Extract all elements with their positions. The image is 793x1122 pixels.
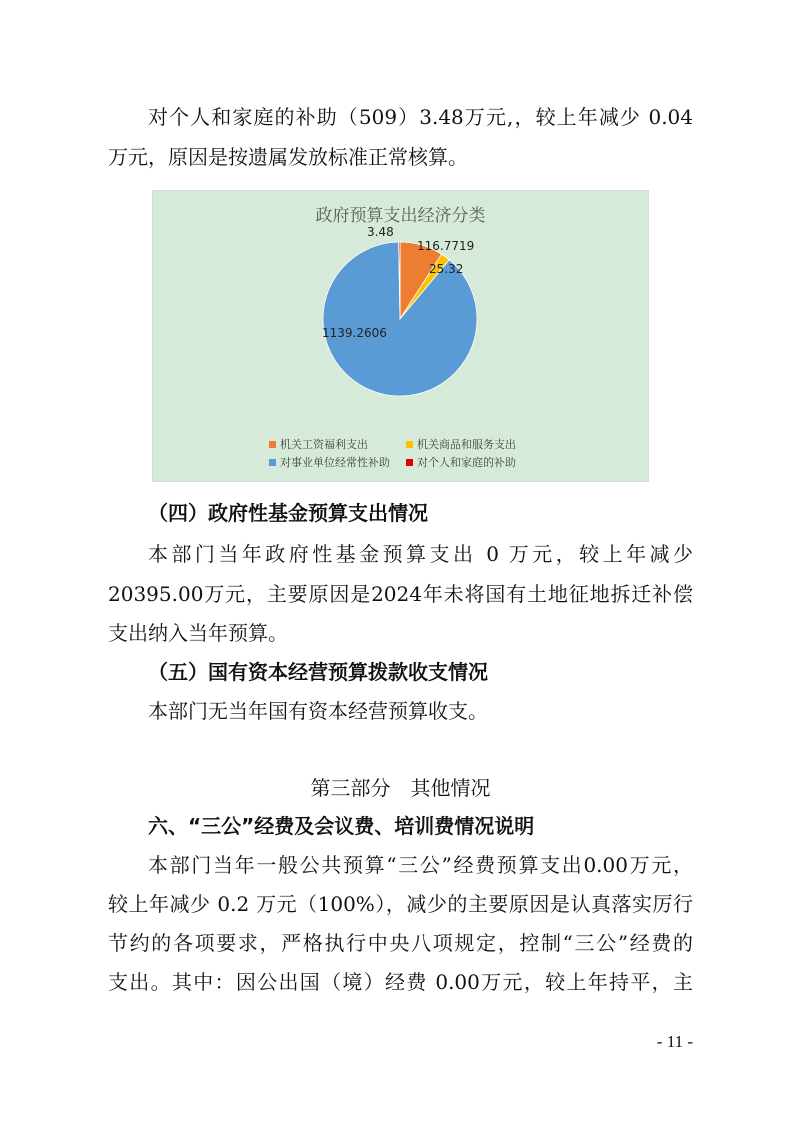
paragraph-line: 20395.00万元，主要原因是2024年未将国有土地征地拆迁补偿	[108, 582, 693, 606]
paragraph-line: 对个人和家庭的补助（509）3.48万元,，较上年减少 0.04	[148, 105, 693, 129]
paragraph-line: 节约的各项要求，严格执行中央八项规定，控制“三公”经费的	[108, 931, 693, 955]
section-heading: （五）国有资本经营预算拨款收支情况	[148, 660, 488, 684]
legend-label: 机关工资福利支出	[280, 438, 368, 451]
data-label: 3.48	[367, 225, 394, 239]
data-label: 1139.2606	[322, 326, 387, 340]
legend-swatch	[406, 459, 413, 466]
pie-chart	[152, 190, 649, 482]
legend-swatch	[269, 441, 276, 448]
legend-item	[406, 454, 516, 470]
pie-chart-plot	[153, 191, 648, 481]
page-number: - 11 -	[656, 1032, 693, 1051]
paragraph-line: 较上年减少 0.2 万元（100%），减少的主要原因是认真落实厉行	[108, 892, 693, 916]
legend-item	[269, 454, 390, 470]
paragraph-line: 支出纳入当年预算。	[108, 621, 288, 645]
legend-swatch	[406, 441, 413, 448]
part-heading: 第三部分 其他情况	[310, 776, 491, 800]
chart-title: 政府预算支出经济分类	[315, 206, 486, 226]
paragraph-line: 本部门当年一般公共预算“三公”经费预算支出0.00万元，	[148, 853, 693, 877]
legend-label: 机关商品和服务支出	[417, 438, 516, 451]
data-label: 116.7719	[417, 239, 475, 253]
legend-label: 对事业单位经常性补助	[280, 456, 390, 469]
section-heading: （四）政府性基金预算支出情况	[148, 501, 428, 525]
paragraph-line: 支出。其中：因公出国（境）经费 0.00万元，较上年持平，主	[108, 970, 693, 994]
legend-label: 对个人和家庭的补助	[417, 456, 516, 469]
section-heading: 六、“三公”经费及会议费、培训费情况说明	[148, 814, 535, 838]
legend-item	[269, 436, 368, 452]
legend-item	[406, 436, 516, 452]
paragraph-line: 万元，原因是按遗属发放标准正常核算。	[108, 145, 468, 169]
legend-swatch	[269, 459, 276, 466]
paragraph-line: 本部门无当年国有资本经营预算收支。	[148, 699, 488, 723]
paragraph-line: 本部门当年政府性基金预算支出 0 万元，较上年减少	[148, 542, 693, 566]
data-label: 25.32	[429, 262, 464, 276]
